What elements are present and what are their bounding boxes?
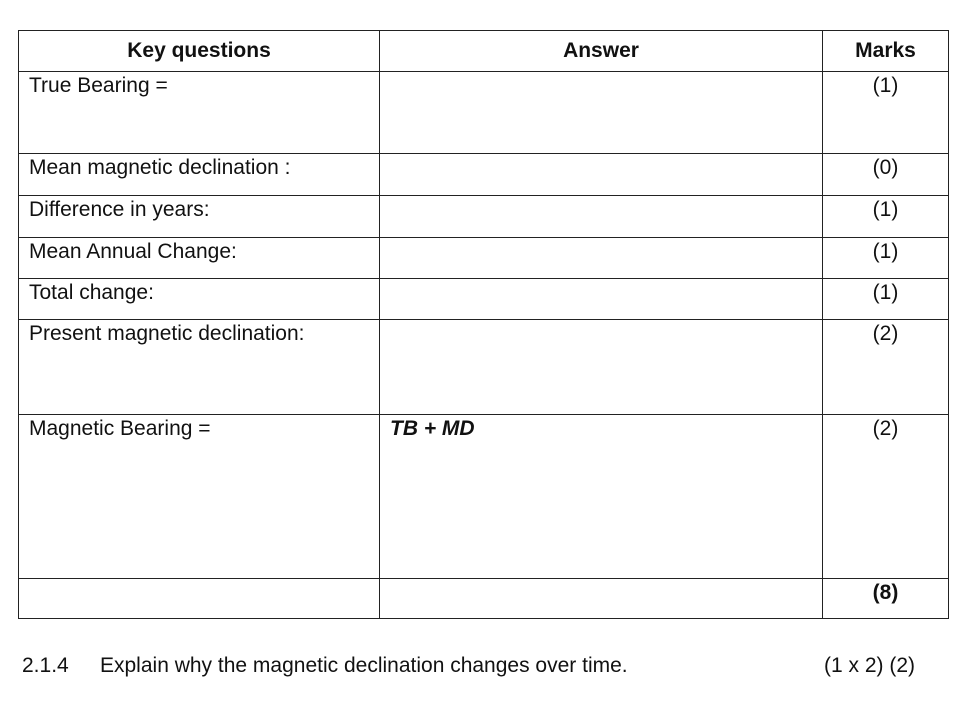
answer-cell[interactable]: [380, 320, 823, 415]
total-row: [19, 579, 949, 619]
table-row: [19, 154, 949, 196]
header-row: [19, 31, 949, 72]
answer-cell[interactable]: [380, 72, 823, 154]
header-marks: Marks: [823, 31, 949, 72]
question-cell: Total change:: [19, 279, 380, 320]
answer-cell[interactable]: [380, 238, 823, 279]
question-cell: Difference in years:: [19, 196, 380, 238]
marks-cell: (2): [823, 415, 949, 579]
empty-cell: [19, 579, 380, 619]
answer-cell[interactable]: [380, 279, 823, 320]
table-row: [19, 196, 949, 238]
question-cell: Mean magnetic declination :: [19, 154, 380, 196]
marks-cell: (2): [823, 320, 949, 415]
answer-cell[interactable]: TB + MD: [380, 415, 823, 579]
header-key-questions: Key questions: [19, 31, 380, 72]
marks-cell: (1): [823, 238, 949, 279]
table-row: [19, 415, 949, 579]
question-marks: (1 x 2) (2): [824, 654, 916, 677]
answer-cell[interactable]: [380, 196, 823, 238]
marks-cell: (0): [823, 154, 949, 196]
table-row: [19, 320, 949, 415]
answer-table: [18, 30, 949, 619]
marks-cell: (1): [823, 279, 949, 320]
answer-cell[interactable]: [380, 154, 823, 196]
table-row: [19, 279, 949, 320]
empty-cell: [380, 579, 823, 619]
question-cell: Magnetic Bearing =: [19, 415, 380, 579]
question-cell: True Bearing =: [19, 72, 380, 154]
total-marks: (8): [823, 579, 949, 619]
header-answer: Answer: [380, 31, 823, 72]
table-row: [19, 72, 949, 154]
question-text: Explain why the magnetic declination changes over time.: [100, 654, 628, 677]
question-number: 2.1.4: [22, 654, 69, 677]
marks-cell: (1): [823, 196, 949, 238]
marks-cell: (1): [823, 72, 949, 154]
question-cell: Mean Annual Change:: [19, 238, 380, 279]
table-row: [19, 238, 949, 279]
question-cell: Present magnetic declination:: [19, 320, 380, 415]
